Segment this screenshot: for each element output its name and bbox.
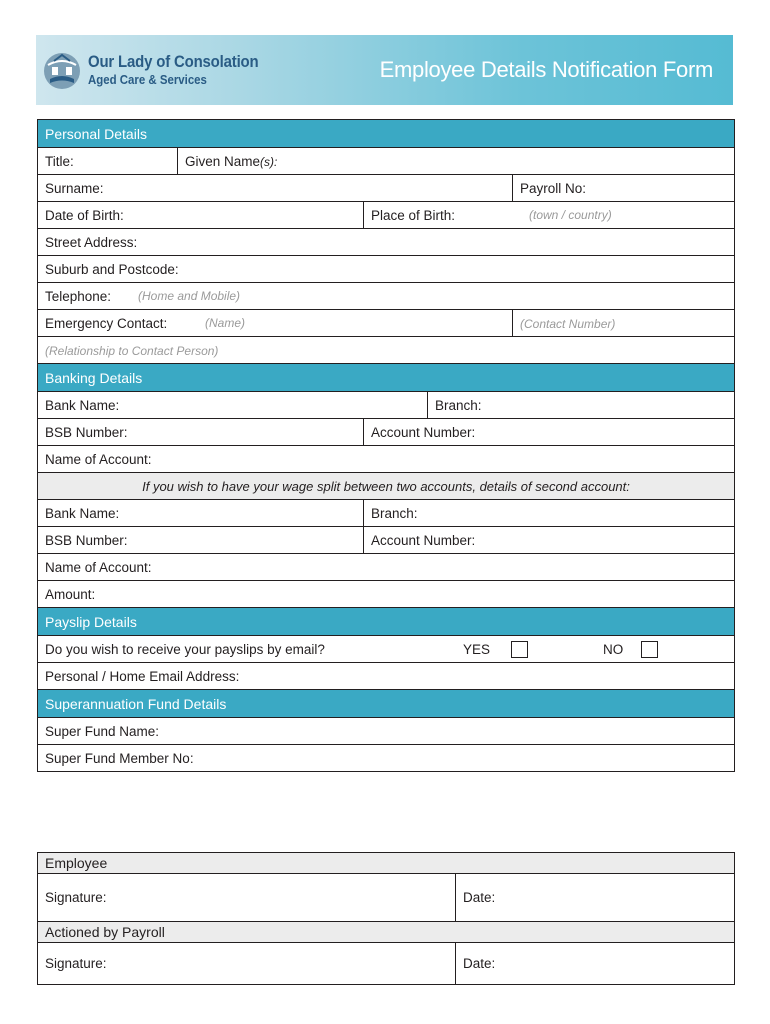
account-name-label: Name of Account: — [45, 452, 152, 467]
section-superannuation: Superannuation Fund Details — [38, 690, 734, 718]
given-name-suffix: (s): — [260, 155, 278, 169]
emergency-contact-field[interactable] — [38, 310, 512, 336]
telephone-field[interactable] — [38, 283, 734, 309]
super-member-no-label: Super Fund Member No: — [45, 751, 194, 766]
super-fund-name-field[interactable] — [38, 718, 734, 744]
row-super-fund-name — [38, 718, 734, 745]
amount-field[interactable] — [38, 581, 734, 607]
super-member-no-field[interactable] — [38, 745, 734, 771]
row-super-member-no — [38, 745, 734, 772]
payroll-signature-label: Signature: — [45, 956, 107, 971]
payroll-date-field[interactable] — [455, 943, 734, 984]
bsb-label: BSB Number: — [45, 425, 128, 440]
suburb-postcode-label: Suburb and Postcode: — [45, 262, 179, 277]
row-bsb-account — [38, 419, 734, 446]
row-telephone — [38, 283, 734, 310]
yes-checkbox[interactable] — [511, 641, 528, 658]
email-address-field[interactable] — [38, 663, 734, 689]
row-payslip-email-question — [38, 636, 734, 663]
row-relationship — [38, 337, 734, 364]
title-label: Title: — [45, 154, 74, 169]
payroll-no-field[interactable] — [512, 175, 734, 201]
telephone-hint: (Home and Mobile) — [138, 289, 241, 303]
signature-block — [37, 852, 735, 985]
row-payroll-signature — [38, 943, 734, 985]
street-address-label: Street Address: — [45, 235, 138, 250]
surname-label: Surname: — [45, 181, 104, 196]
form-title: Employee Details Notification Form — [379, 57, 713, 82]
split-note: If you wish to have your wage split between two accounts, details of second account: — [142, 479, 630, 494]
account-number-2-field[interactable] — [363, 527, 734, 553]
row-bsb-account-2 — [38, 527, 734, 554]
row-surname-payroll — [38, 175, 734, 202]
row-employee-signature — [38, 874, 734, 922]
row-email-address — [38, 663, 734, 690]
emergency-name-hint: (Name) — [205, 316, 246, 330]
branch-2-field[interactable] — [363, 500, 734, 526]
bank-name-2-field[interactable] — [38, 500, 363, 526]
row-account-name — [38, 446, 734, 473]
row-suburb-postcode — [38, 256, 734, 283]
relationship-field[interactable] — [38, 337, 734, 363]
employee-date-label: Date: — [463, 890, 496, 905]
suburb-postcode-field[interactable] — [38, 256, 734, 282]
account-number-label: Account Number: — [371, 425, 476, 440]
payroll-date-label: Date: — [463, 956, 496, 971]
row-bank-branch — [38, 392, 734, 419]
branch-field[interactable] — [427, 392, 734, 418]
account-number-field[interactable] — [363, 419, 734, 445]
account-name-2-label: Name of Account: — [45, 560, 152, 575]
given-name-label: Given Name — [185, 154, 261, 169]
street-address-field[interactable] — [38, 229, 734, 255]
emergency-number-hint: (Contact Number) — [520, 317, 616, 331]
employee-signature-label: Signature: — [45, 890, 107, 905]
account-number-2-label: Account Number: — [371, 533, 476, 548]
email-address-label: Personal / Home Email Address: — [45, 669, 240, 684]
bank-name-field[interactable] — [38, 392, 427, 418]
dob-label: Date of Birth: — [45, 208, 124, 223]
telephone-label: Telephone: — [45, 289, 112, 304]
section-payslip-details: Payslip Details — [38, 608, 734, 636]
relationship-hint: (Relationship to Contact Person) — [45, 344, 219, 358]
title-field[interactable] — [38, 148, 177, 174]
row-title-given-name — [38, 148, 734, 175]
bsb-2-field[interactable] — [38, 527, 363, 553]
pob-field[interactable] — [363, 202, 734, 228]
branch-label: Branch: — [435, 398, 482, 413]
org-subtitle: Aged Care & Services — [88, 72, 207, 87]
bank-name-2-label: Bank Name: — [45, 506, 120, 521]
no-checkbox[interactable] — [641, 641, 658, 658]
yes-label: YES — [463, 642, 491, 657]
emergency-contact-label: Emergency Contact: — [45, 316, 168, 331]
payslip-question — [38, 636, 734, 662]
amount-label: Amount: — [45, 587, 96, 602]
details-form — [37, 119, 735, 772]
surname-field[interactable] — [38, 175, 512, 201]
row-dob-pob — [38, 202, 734, 229]
row-bank-branch-2 — [38, 500, 734, 527]
account-name-2-field[interactable] — [38, 554, 734, 580]
emergency-number-field[interactable] — [512, 310, 734, 336]
payslip-question-label: Do you wish to receive your payslips by email? — [45, 642, 325, 657]
payroll-heading: Actioned by Payroll — [38, 922, 734, 943]
row-street-address — [38, 229, 734, 256]
section-banking-details: Banking Details — [38, 364, 734, 392]
row-account-name-2 — [38, 554, 734, 581]
pob-hint: (town / country) — [529, 208, 612, 222]
payroll-signature-field[interactable] — [38, 943, 455, 984]
pob-label: Place of Birth: — [371, 208, 456, 223]
bank-name-label: Bank Name: — [45, 398, 120, 413]
bsb-2-label: BSB Number: — [45, 533, 128, 548]
account-name-field[interactable] — [38, 446, 734, 472]
org-logo-icon — [42, 51, 82, 91]
no-label: NO — [603, 642, 624, 657]
branch-2-label: Branch: — [371, 506, 418, 521]
given-name-field[interactable] — [177, 148, 734, 174]
super-fund-name-label: Super Fund Name: — [45, 724, 160, 739]
header-banner — [36, 35, 733, 105]
bsb-field[interactable] — [38, 419, 363, 445]
employee-heading: Employee — [38, 853, 734, 874]
payroll-no-label: Payroll No: — [520, 181, 587, 196]
org-name: Our Lady of Consolation — [88, 52, 259, 71]
employee-signature-field[interactable] — [38, 874, 455, 921]
row-amount — [38, 581, 734, 608]
section-personal-details: Personal Details — [38, 120, 734, 148]
row-split-note — [38, 473, 734, 500]
dob-field[interactable] — [38, 202, 363, 228]
row-emergency-contact — [38, 310, 734, 337]
employee-date-field[interactable] — [455, 874, 734, 921]
